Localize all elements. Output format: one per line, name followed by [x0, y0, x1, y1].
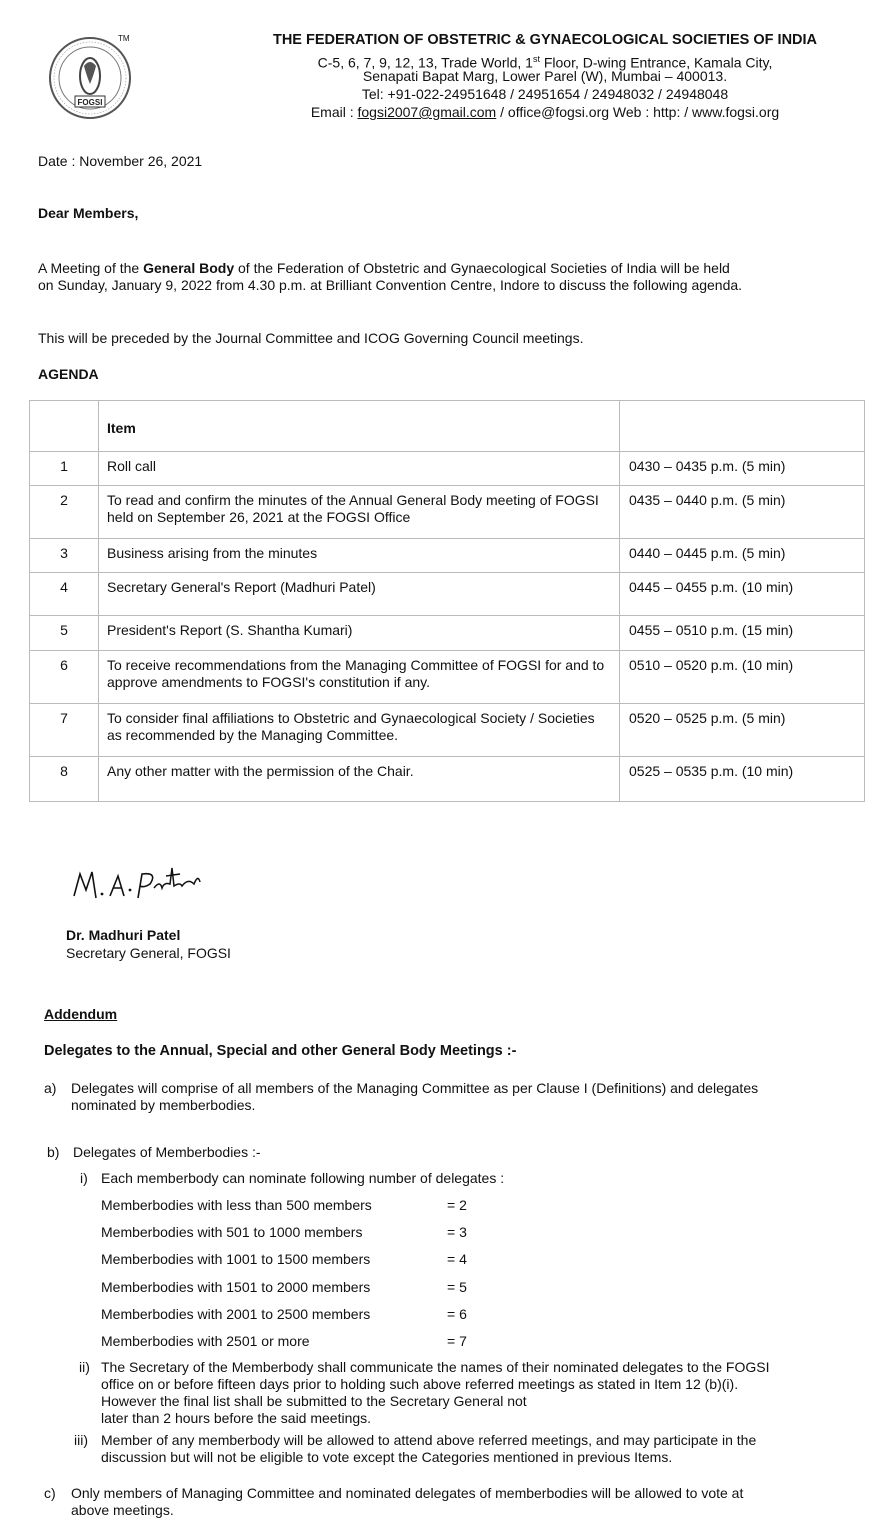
list-item: Memberbodies with 1001 to 1500 members = 4 [101, 1251, 467, 1267]
agenda-header-row [30, 401, 865, 452]
row-number: 4 [30, 573, 99, 616]
list-item: Memberbodies with less than 500 members = 2 [101, 1197, 467, 1213]
row-item: Business arising from the minutes [99, 539, 620, 573]
row-item: President's Report (S. Shantha Kumari) [99, 616, 620, 651]
row-time: 0430 – 0435 p.m. (5 min) [620, 452, 865, 486]
table-row [30, 757, 865, 802]
clause-c-text: Only members of Managing Committee and nominated delegates of memberbodies will be allowed to vote at above meetings. [71, 1485, 744, 1518]
row-time: 0510 – 0520 p.m. (10 min) [620, 651, 865, 704]
row-item: Secretary General's Report (Madhuri Patel) [99, 573, 620, 616]
row-number: 1 [30, 452, 99, 486]
table-row [30, 651, 865, 704]
svg-text:FOGSI: FOGSI [77, 98, 103, 107]
row-item: Roll call [99, 452, 620, 486]
row-time: 0520 – 0525 p.m. (5 min) [620, 704, 865, 757]
row-time: 0435 – 0440 p.m. (5 min) [620, 486, 865, 539]
table-row [30, 616, 865, 651]
table-row [30, 573, 865, 616]
row-number: 6 [30, 651, 99, 704]
row-time: 0455 – 0510 p.m. (15 min) [620, 616, 865, 651]
clause-bi-label: i) [80, 1170, 88, 1186]
clause-bii-label: ii) [79, 1359, 90, 1375]
list-item: Memberbodies with 501 to 1000 members = 3 [101, 1224, 467, 1240]
clause-biii-label: iii) [74, 1432, 88, 1448]
clause-c-label: c) [44, 1485, 56, 1501]
clause-b-label: b) [47, 1144, 60, 1160]
row-item: To consider final affiliations to Obstetric and Gynaecological Society / Societies as recommended by the Managing Committee. [99, 704, 620, 757]
telephone-line: Tel: +91-022-24951648 / 24951654 / 24948032 / 24948048 [361, 86, 729, 102]
addendum-subheading: Delegates to the Annual, Special and other General Body Meetings :- [44, 1043, 517, 1059]
row-item: Any other matter with the permission of the Chair. [99, 757, 620, 802]
row-time: 0440 – 0445 p.m. (5 min) [620, 539, 865, 573]
row-number: 7 [30, 704, 99, 757]
row-item: To receive recommendations from the Managing Committee of FOGSI for and to approve amendments to FOGSI's constitution if any. [99, 651, 620, 704]
clause-a-label: a) [44, 1080, 57, 1096]
signatory-name: Dr. Madhuri Patel [66, 927, 181, 943]
list-item: Memberbodies with 1501 to 2000 members = 5 [101, 1279, 467, 1295]
table-row [30, 486, 865, 539]
list-item: Memberbodies with 2001 to 2500 members = 6 [101, 1306, 467, 1322]
list-item: Memberbodies with 2501 or more = 7 [101, 1333, 467, 1349]
preceding-note: This will be preceded by the Journal Committee and ICOG Governing Council meetings. [38, 330, 584, 346]
row-number: 2 [30, 486, 99, 539]
row-number: 3 [30, 539, 99, 573]
clause-a-text: Delegates will comprise of all members of the Managing Committee as per Clause I (Definitions) and delegates nominated by memberbodies. [71, 1080, 759, 1113]
clause-biii-text: Member of any memberbody will be allowed to attend above referred meetings, and may participate in the discussion but will not be eligible to vote except the Categories mentioned in previous Items. [101, 1432, 757, 1465]
email-link[interactable]: fogsi2007@gmail.com [357, 104, 497, 120]
agenda-heading: AGENDA [38, 366, 99, 382]
email-web-line: Email : fogsi2007@gmail.com / office@fogsi.org Web : http: / www.fogsi.org [310, 104, 780, 120]
clause-bi-text: Each memberbody can nominate following number of delegates : [101, 1170, 505, 1186]
row-time: 0445 – 0455 p.m. (10 min) [620, 573, 865, 616]
clause-b-text: Delegates of Memberbodies :- [73, 1144, 261, 1160]
table-row [30, 452, 865, 486]
trademark-mark: TM [118, 34, 130, 43]
fogsi-logo [48, 36, 132, 120]
row-item: To read and confirm the minutes of the Annual General Body meeting of FOGSI held on September 26, 2021 at the FOGSI Office [99, 486, 620, 539]
agenda-table [29, 400, 865, 802]
row-number: 5 [30, 616, 99, 651]
addendum-heading: Addendum [44, 1006, 118, 1022]
table-row [30, 539, 865, 573]
org-title: THE FEDERATION OF OBSTETRIC & GYNAECOLOGICAL SOCIETIES OF INDIA [272, 32, 818, 48]
row-time: 0525 – 0535 p.m. (10 min) [620, 757, 865, 802]
address-line-2: Senapati Bapat Marg, Lower Parel (W), Mumbai – 400013. [362, 68, 728, 84]
letter-date: Date : November 26, 2021 [38, 153, 203, 169]
intro-paragraph: A Meeting of the General Body of the Federation of Obstetric and Gynaecological Societies of India will be held on Sunday, January 9, 2022 from 4.30 p.m. at Brilliant Convention Centre, Indore to discuss the following agenda. [38, 260, 743, 293]
salutation: Dear Members, [38, 205, 139, 221]
item-column-header: Item [99, 401, 620, 452]
row-number: 8 [30, 757, 99, 802]
clause-bii-text: The Secretary of the Memberbody shall communicate the names of their nominated delegates to the FOGSI office on or before fifteen days prior to holding such above referred meetings as stated in Item 12 (b)(i). However the final list shall be submitted to the Secretary General not later than 2 hours before the said meetings. [101, 1359, 770, 1426]
signatory-title: Secretary General, FOGSI [66, 945, 231, 961]
handwritten-signature [66, 860, 216, 914]
address-line-1: C-5, 6, 7, 9, 12, 13, Trade World, 1st Floor, D-wing Entrance, Kamala City, [317, 54, 773, 71]
table-row [30, 704, 865, 757]
